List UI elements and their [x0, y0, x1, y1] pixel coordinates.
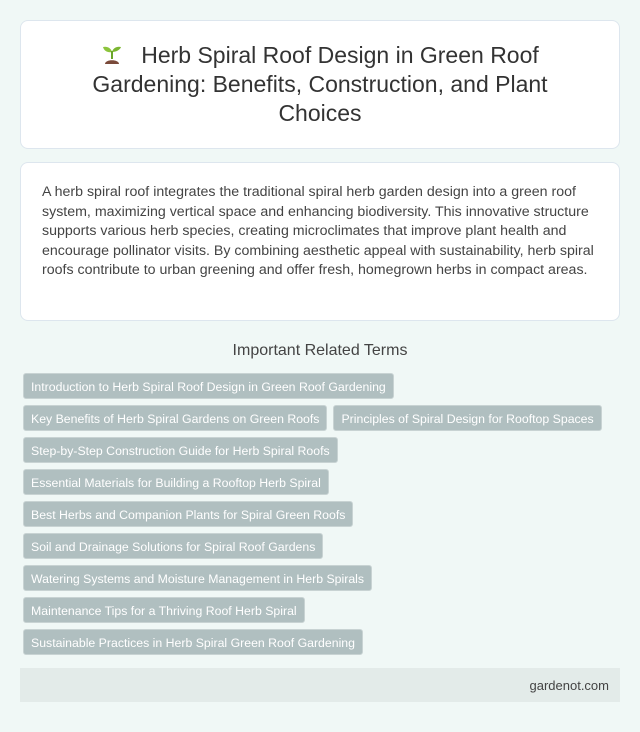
related-term-tag[interactable]: Sustainable Practices in Herb Spiral Green Roof Gardening	[23, 629, 363, 655]
footer	[20, 668, 620, 702]
related-term-tag[interactable]: Essential Materials for Building a Rooftop Herb Spiral	[23, 469, 329, 495]
related-term-tag[interactable]: Key Benefits of Herb Spiral Gardens on Green Roofs	[23, 405, 327, 431]
title-card	[20, 20, 620, 149]
related-terms-list	[20, 373, 620, 655]
related-term-tag[interactable]: Soil and Drainage Solutions for Spiral Roof Gardens	[23, 533, 323, 559]
related-term-tag[interactable]: Maintenance Tips for a Thriving Roof Herb Spiral	[23, 597, 305, 623]
related-term-tag[interactable]: Watering Systems and Moisture Management in Herb Spirals	[23, 565, 372, 591]
summary-text: A herb spiral roof integrates the traditional spiral herb garden design into a green roof system, maximizing vertical space and enhancing biodiversity. This innovative structure supports various herb species, creating microclimates that improve plant health and encourage pollinator visits. By combining aesthetic appeal with sustainability, herb spiral roofs contribute to urban greening and offer fresh, homegrown herbs in compact areas.	[42, 184, 594, 278]
related-term-tag[interactable]: Step-by-Step Construction Guide for Herb Spiral Roofs	[23, 437, 338, 463]
page-title	[61, 41, 579, 128]
related-term-tag[interactable]: Principles of Spiral Design for Rooftop Spaces	[333, 405, 601, 431]
sprout-icon	[101, 43, 123, 65]
related-term-tag[interactable]: Introduction to Herb Spiral Roof Design in Green Roof Gardening	[23, 373, 394, 399]
related-terms-heading: Important Related Terms	[232, 342, 408, 359]
related-term-tag[interactable]: Best Herbs and Companion Plants for Spiral Green Roofs	[23, 501, 353, 527]
summary-card	[20, 162, 620, 321]
site-name: gardenot.com	[529, 677, 609, 693]
page-title-text: Herb Spiral Roof Design in Green Roof Gardening: Benefits, Construction, and Plant Choices	[92, 42, 548, 126]
